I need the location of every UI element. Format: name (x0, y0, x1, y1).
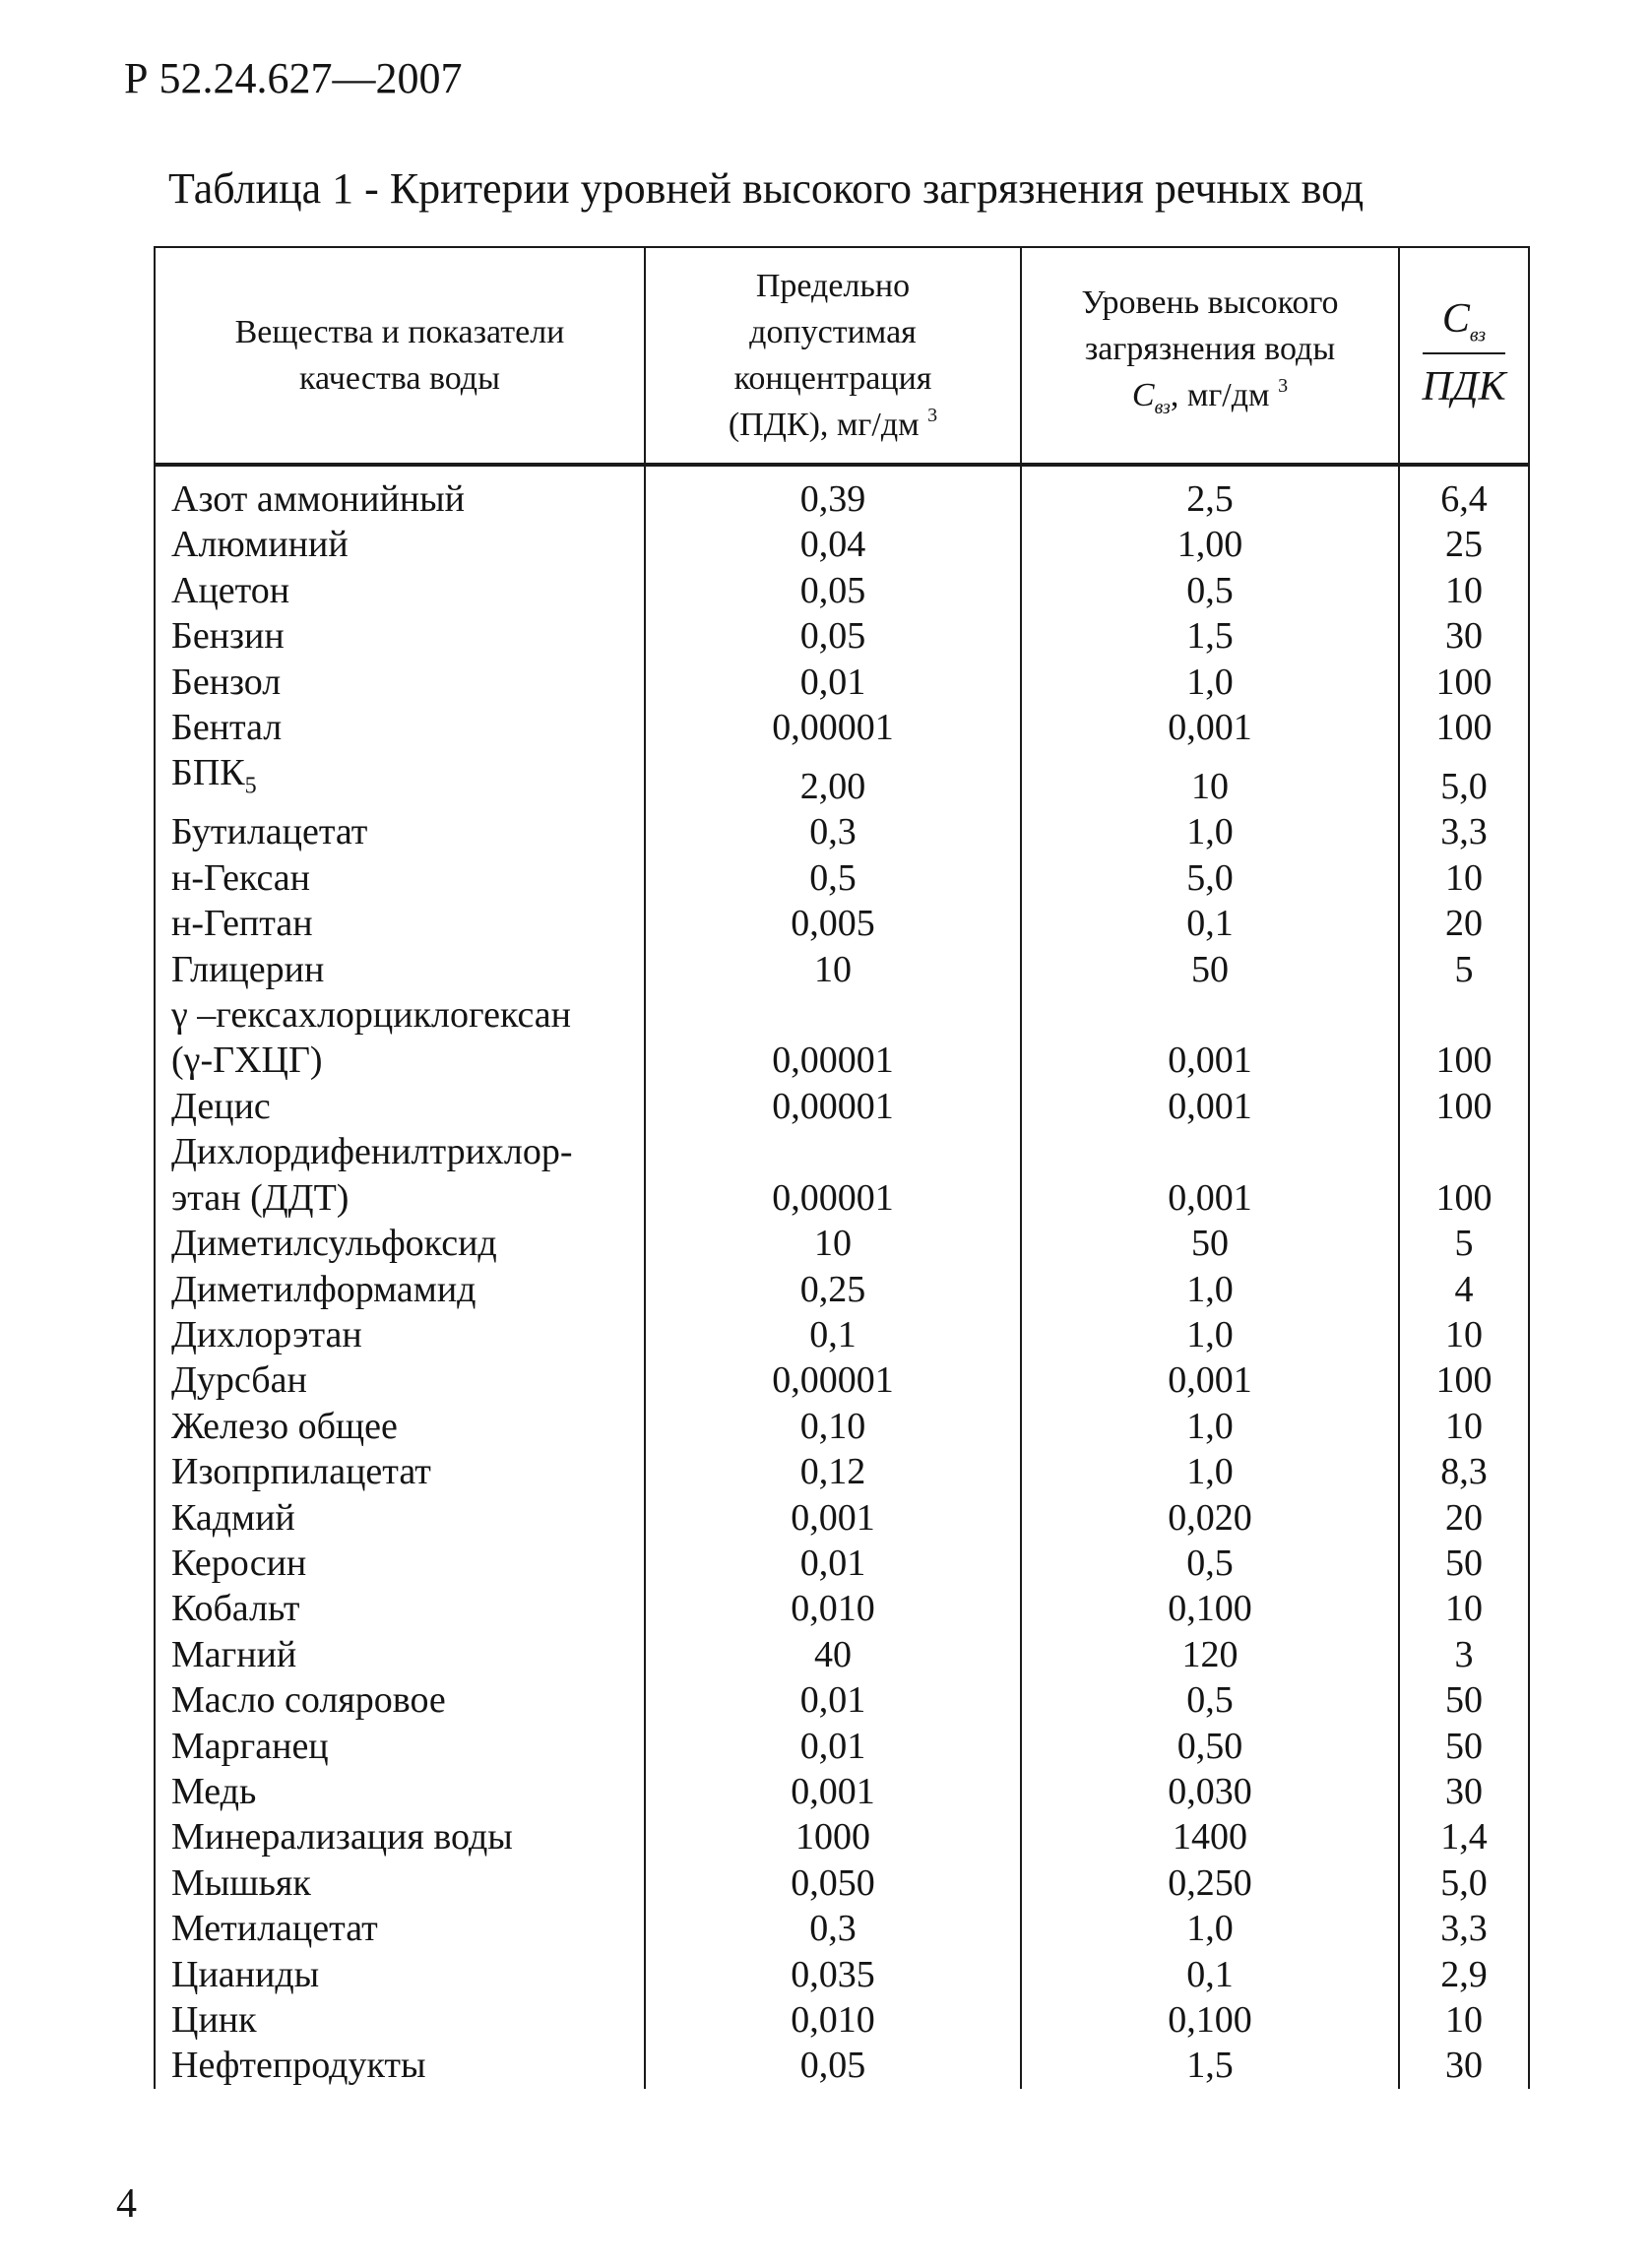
cell-pdk: 0,05 (645, 613, 1021, 659)
table-body (155, 465, 1529, 2089)
table-row (155, 1404, 1529, 1449)
table-row (155, 613, 1529, 659)
cell-substance: Метилацетат (155, 1906, 645, 1951)
cell-ratio: 5 (1399, 947, 1529, 992)
cell-substance: Азот аммонийный (155, 465, 645, 522)
table-row (155, 465, 1529, 522)
cell-pdk: 0,010 (645, 1586, 1021, 1631)
table-row (155, 1724, 1529, 1769)
cell-substance: Дихлорэтан (155, 1312, 645, 1357)
cell-pollution-level: 50 (1021, 1221, 1399, 1266)
cell-substance: Медь (155, 1769, 645, 1814)
cell-pollution-level: 0,1 (1021, 1952, 1399, 1997)
ratio-fraction: $\frac{C_{вз}}{\text{ПДК}}$ (1422, 295, 1506, 410)
cell-pdk: 0,035 (645, 1952, 1021, 1997)
table-row (155, 1449, 1529, 1494)
cell-pollution-level: 120 (1021, 1632, 1399, 1677)
cell-ratio: 5 (1399, 1221, 1529, 1266)
cell-pdk: 0,10 (645, 1404, 1021, 1449)
table-row (155, 1814, 1529, 1859)
cell-substance: Кобальт (155, 1586, 645, 1631)
cell-substance: Мышьяк (155, 1860, 645, 1906)
cell-substance: Бензин (155, 613, 645, 659)
cell-ratio: 100 (1399, 1038, 1529, 1083)
cell-pollution-level: 0,020 (1021, 1495, 1399, 1541)
cell-substance: Железо общее (155, 1404, 645, 1449)
cell-pollution-level: 1,0 (1021, 660, 1399, 705)
cell-pdk: 0,00001 (645, 705, 1021, 750)
table-row (155, 1312, 1529, 1357)
cell-pdk: 0,01 (645, 660, 1021, 705)
table-header-row (155, 247, 1529, 465)
table-row (155, 1084, 1529, 1129)
cell-pdk: 0,00001 (645, 1357, 1021, 1403)
cell-pollution-level: 1,0 (1021, 1906, 1399, 1951)
page-number: 4 (116, 2181, 137, 2227)
cell-pollution-level: 0,030 (1021, 1769, 1399, 1814)
cell-ratio: 5,0 (1399, 750, 1529, 809)
cell-substance: Магний (155, 1632, 645, 1677)
cell-substance: Дихлордифенилтрихлор- (155, 1129, 645, 1174)
cell-pdk: 0,00001 (645, 1084, 1021, 1129)
cell-substance: Дурсбан (155, 1357, 645, 1403)
cell-pdk: 0,1 (645, 1312, 1021, 1357)
cell-substance: Бентал (155, 705, 645, 750)
table-row (155, 1997, 1529, 2043)
cell-ratio: 2,9 (1399, 1952, 1529, 1997)
cell-pollution-level: 1400 (1021, 1814, 1399, 1859)
cell-pollution-level: 0,50 (1021, 1724, 1399, 1769)
cell-pdk (645, 992, 1021, 1038)
cell-substance: Нефтепродукты (155, 2043, 645, 2088)
cell-ratio: 30 (1399, 613, 1529, 659)
table-row (155, 2043, 1529, 2088)
cell-pollution-level: 0,5 (1021, 1677, 1399, 1723)
cell-substance: н-Гексан (155, 855, 645, 901)
cell-substance: Диметилсульфоксид (155, 1221, 645, 1266)
cell-ratio: 10 (1399, 1312, 1529, 1357)
cell-ratio: 100 (1399, 1357, 1529, 1403)
table-row (155, 1632, 1529, 1677)
cell-substance: Ацетон (155, 568, 645, 613)
cell-pollution-level (1021, 1129, 1399, 1174)
cell-pdk: 0,01 (645, 1724, 1021, 1769)
cell-pdk: 10 (645, 947, 1021, 992)
cell-substance: Кадмий (155, 1495, 645, 1541)
table-row (155, 1175, 1529, 1221)
cell-substance: Цинк (155, 1997, 645, 2043)
table-row (155, 992, 1529, 1038)
cell-pdk: 0,05 (645, 568, 1021, 613)
cell-ratio: 100 (1399, 1175, 1529, 1221)
cell-ratio: 5,0 (1399, 1860, 1529, 1906)
cell-pdk: 0,3 (645, 1906, 1021, 1951)
cell-pdk: 0,05 (645, 2043, 1021, 2088)
cell-substance: Децис (155, 1084, 645, 1129)
cell-pdk: 0,001 (645, 1495, 1021, 1541)
cell-ratio: 8,3 (1399, 1449, 1529, 1494)
table-row (155, 750, 1529, 809)
cell-pollution-level: 1,0 (1021, 1312, 1399, 1357)
cell-substance: Бутилацетат (155, 809, 645, 854)
cell-substance: Глицерин (155, 947, 645, 992)
cell-ratio: 20 (1399, 1495, 1529, 1541)
table-row (155, 1495, 1529, 1541)
cell-pdk: 0,01 (645, 1541, 1021, 1586)
cell-ratio: 3,3 (1399, 809, 1529, 854)
cell-pollution-level: 0,100 (1021, 1586, 1399, 1631)
cell-pdk: 0,010 (645, 1997, 1021, 2043)
table-row (155, 855, 1529, 901)
table-row (155, 1221, 1529, 1266)
cell-pollution-level: 0,100 (1021, 1997, 1399, 2043)
document-id: Р 52.24.627—2007 (124, 54, 463, 102)
cell-ratio: 10 (1399, 1404, 1529, 1449)
table-row (155, 1129, 1529, 1174)
cell-ratio: 50 (1399, 1724, 1529, 1769)
cell-pdk: 0,39 (645, 465, 1021, 522)
cell-pdk: 10 (645, 1221, 1021, 1266)
table-row (155, 1541, 1529, 1586)
cell-pdk: 1000 (645, 1814, 1021, 1859)
table-row (155, 1586, 1529, 1631)
table-row (155, 1677, 1529, 1723)
table-row (155, 1769, 1529, 1814)
table-row (155, 901, 1529, 946)
cell-ratio: 20 (1399, 901, 1529, 946)
cell-ratio: 4 (1399, 1267, 1529, 1312)
cell-ratio: 3 (1399, 1632, 1529, 1677)
table-caption: Таблица 1 - Критерии уровней высокого загрязнения речных вод (168, 164, 1365, 213)
cell-pollution-level: 1,0 (1021, 1404, 1399, 1449)
cell-substance: Бензол (155, 660, 645, 705)
cell-pollution-level: 0,001 (1021, 1175, 1399, 1221)
cell-pdk: 0,3 (645, 809, 1021, 854)
cell-pdk: 0,050 (645, 1860, 1021, 1906)
cell-ratio (1399, 1129, 1529, 1174)
cell-pdk: 0,00001 (645, 1038, 1021, 1083)
cell-pollution-level: 0,001 (1021, 1038, 1399, 1083)
cell-substance: н-Гептан (155, 901, 645, 946)
cell-pdk: 0,01 (645, 1677, 1021, 1723)
table-row (155, 1038, 1529, 1083)
cell-ratio: 100 (1399, 705, 1529, 750)
header-ratio (1399, 247, 1529, 465)
cell-ratio: 100 (1399, 1084, 1529, 1129)
cell-ratio: 10 (1399, 1586, 1529, 1631)
cell-ratio: 25 (1399, 522, 1529, 567)
cell-substance: Цианиды (155, 1952, 645, 1997)
cell-pollution-level: 0,001 (1021, 1084, 1399, 1129)
table-row (155, 1267, 1529, 1312)
cell-pollution-level: 5,0 (1021, 855, 1399, 901)
cell-pollution-level: 0,001 (1021, 705, 1399, 750)
cell-pdk (645, 1129, 1021, 1174)
cell-substance: Диметилформамид (155, 1267, 645, 1312)
pollution-criteria-table (154, 246, 1530, 2089)
cell-substance: Изопрпилацетат (155, 1449, 645, 1494)
table-row (155, 1860, 1529, 1906)
cell-pollution-level: 1,5 (1021, 613, 1399, 659)
cell-ratio: 30 (1399, 2043, 1529, 2088)
cell-pollution-level: 0,5 (1021, 1541, 1399, 1586)
cell-ratio: 100 (1399, 660, 1529, 705)
cell-substance: Минерализация воды (155, 1814, 645, 1859)
table-row (155, 705, 1529, 750)
table-row (155, 522, 1529, 567)
table-row (155, 660, 1529, 705)
cell-pollution-level: 0,5 (1021, 568, 1399, 613)
cell-pdk: 2,00 (645, 750, 1021, 809)
cell-substance: Алюминий (155, 522, 645, 567)
table-row (155, 1357, 1529, 1403)
header-pdk: Предельно допустимая концентрация (ПДК), мг/дм $^3$ (645, 247, 1021, 465)
table-row (155, 568, 1529, 613)
table-row (155, 809, 1529, 854)
cell-pdk: 0,04 (645, 522, 1021, 567)
cell-pdk: 0,12 (645, 1449, 1021, 1494)
cell-ratio: 1,4 (1399, 1814, 1529, 1859)
cell-pollution-level: 1,0 (1021, 809, 1399, 854)
cell-pollution-level: 1,5 (1021, 2043, 1399, 2088)
header-substance: Вещества и показатели качества воды (155, 247, 645, 465)
cell-pollution-level: 10 (1021, 750, 1399, 809)
cell-ratio: 10 (1399, 568, 1529, 613)
cell-pollution-level (1021, 992, 1399, 1038)
cell-pollution-level: 0,1 (1021, 901, 1399, 946)
cell-pdk: 0,00001 (645, 1175, 1021, 1221)
table-row (155, 1906, 1529, 1951)
cell-pdk: 0,25 (645, 1267, 1021, 1312)
cell-pollution-level: 1,0 (1021, 1449, 1399, 1494)
table-row (155, 1952, 1529, 1997)
cell-pdk: 0,005 (645, 901, 1021, 946)
cell-pollution-level: 1,0 (1021, 1267, 1399, 1312)
cell-pollution-level: 0,250 (1021, 1860, 1399, 1906)
cell-ratio: 10 (1399, 855, 1529, 901)
cell-ratio: 6,4 (1399, 465, 1529, 522)
cell-ratio: 3,3 (1399, 1906, 1529, 1951)
cell-substance: γ –гексахлорциклогексан (155, 992, 645, 1038)
cell-substance: Марганец (155, 1724, 645, 1769)
cell-pollution-level: 0,001 (1021, 1357, 1399, 1403)
cell-ratio: 10 (1399, 1997, 1529, 2043)
cell-substance: этан (ДДТ) (155, 1175, 645, 1221)
cell-ratio (1399, 992, 1529, 1038)
header-pollution-level: Уровень высокого загрязнения воды $C_{вз}$, мг/дм $^3$ (1021, 247, 1399, 465)
cell-substance: Масло соляровое (155, 1677, 645, 1723)
cell-pdk: 0,5 (645, 855, 1021, 901)
table-row (155, 947, 1529, 992)
cell-substance: (γ-ГХЦГ) (155, 1038, 645, 1083)
cell-pollution-level: 50 (1021, 947, 1399, 992)
cell-ratio: 50 (1399, 1541, 1529, 1586)
cell-pollution-level: 1,00 (1021, 522, 1399, 567)
cell-pdk: 40 (645, 1632, 1021, 1677)
cell-substance: $БПК_5$ (155, 750, 645, 809)
cell-ratio: 30 (1399, 1769, 1529, 1814)
cell-pdk: 0,001 (645, 1769, 1021, 1814)
cell-ratio: 50 (1399, 1677, 1529, 1723)
cell-substance: Керосин (155, 1541, 645, 1586)
cell-pollution-level: 2,5 (1021, 465, 1399, 522)
